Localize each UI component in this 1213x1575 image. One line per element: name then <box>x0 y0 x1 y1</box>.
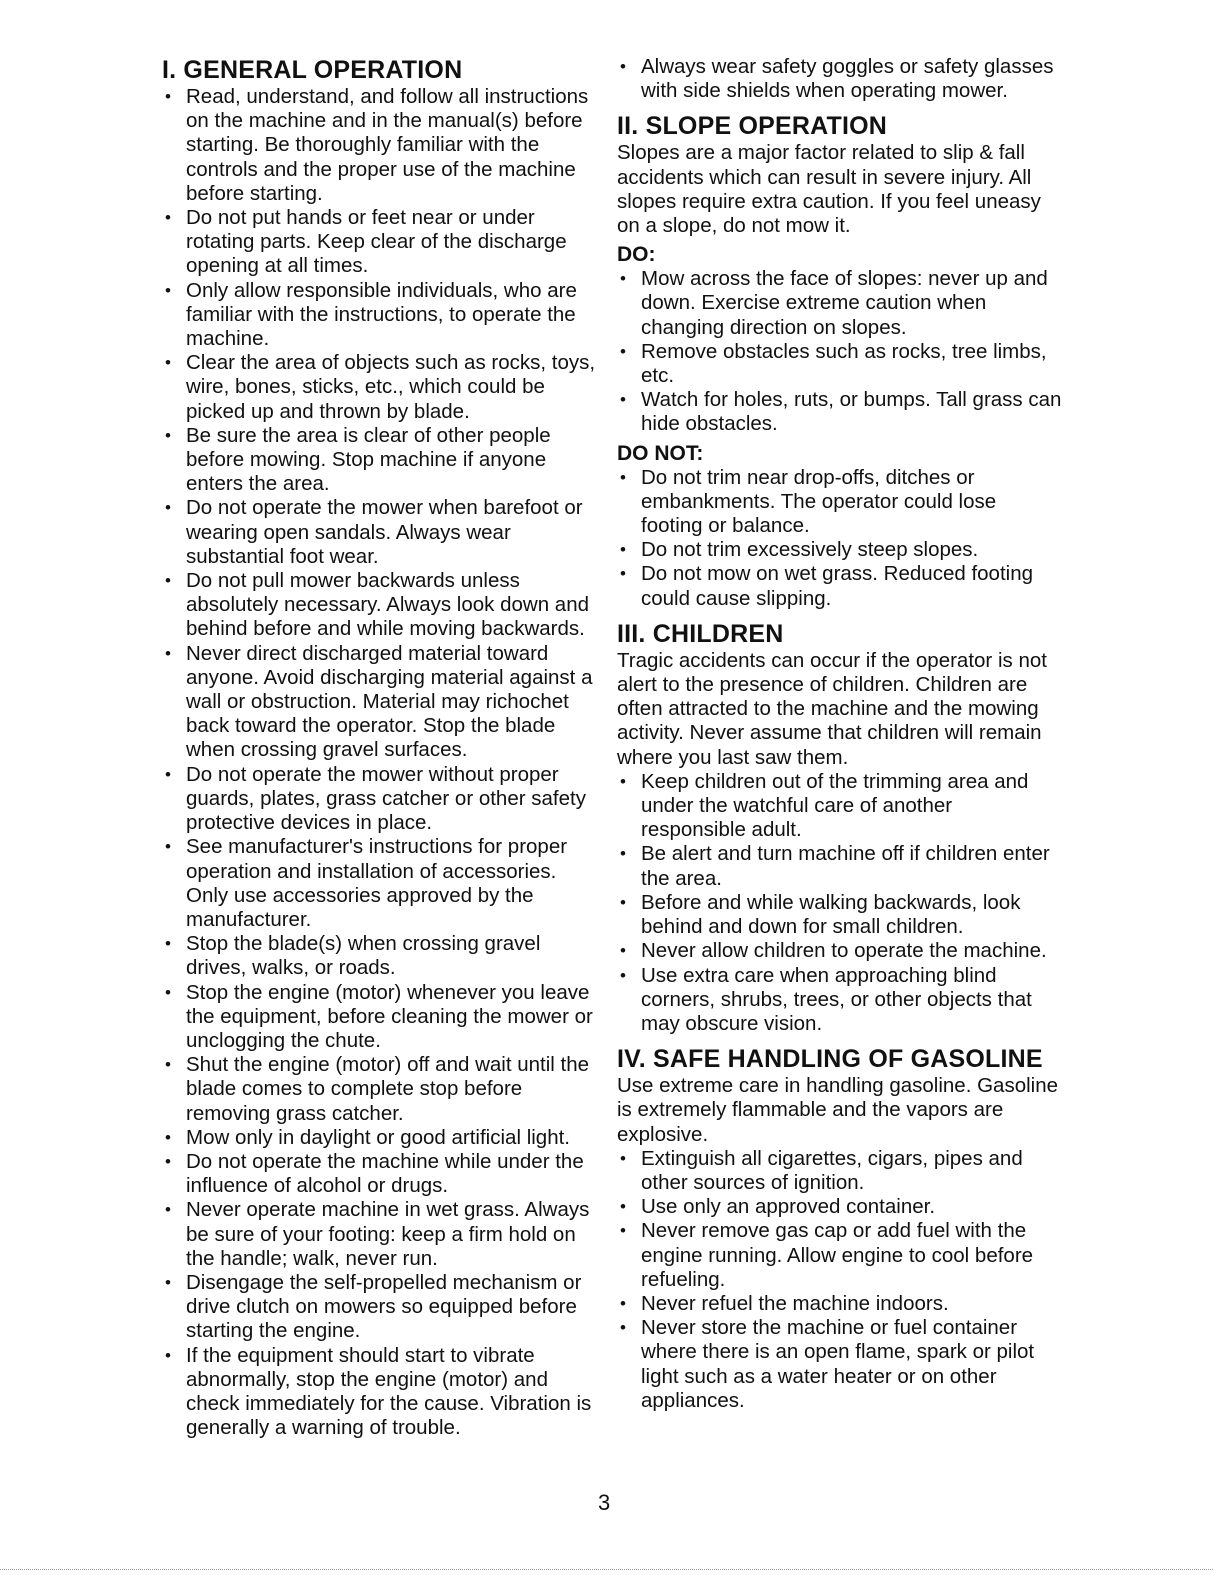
list-item: • Be sure the area is clear of other people before mowing. Stop machine if anyone enters the area. <box>162 424 602 497</box>
list-item: • Always wear safety goggles or safety glasses with side shields when operating mower. <box>617 55 1062 103</box>
list-item: • Do not put hands or feet near or under rotating parts. Keep clear of the discharge opening at all times. <box>162 206 602 279</box>
list-item: • Watch for holes, ruts, or bumps. Tall grass can hide obstacles. <box>617 388 1062 436</box>
list-item: • Mow only in daylight or good artificial light. <box>162 1126 602 1150</box>
do-list <box>617 267 1062 436</box>
list-item: • Do not operate the mower without proper guards, plates, grass catcher or other safety protective devices in place. <box>162 763 602 836</box>
list-item: • If the equipment should start to vibrate abnormally, stop the engine (motor) and check immediately for the cause. Vibration is generally a warning of trouble. <box>162 1344 602 1441</box>
list-item: • Never store the machine or fuel container where there is an open flame, spark or pilot light such as a water heater or on other appliances. <box>617 1316 1062 1413</box>
list-item: • Stop the blade(s) when crossing gravel drives, walks, or roads. <box>162 932 602 980</box>
left-column <box>162 55 602 1440</box>
right-column <box>617 55 1062 1413</box>
do-not-list <box>617 466 1062 611</box>
page-number: 3 <box>598 1490 611 1515</box>
list-item: • Never remove gas cap or add fuel with the engine running. Allow engine to cool before refueling. <box>617 1219 1062 1292</box>
do-not-heading: DO NOT: <box>617 441 704 465</box>
do-heading: DO: <box>617 243 656 267</box>
slope-operation-heading: II. SLOPE OPERATION <box>617 112 888 141</box>
list-item: • Never refuel the machine indoors. <box>617 1292 1062 1316</box>
list-item: • Do not trim excessively steep slopes. <box>617 538 1062 562</box>
list-item: • Never operate machine in wet grass. Always be sure of your footing: keep a firm hold on the handle; walk, never run. <box>162 1198 602 1271</box>
list-item: • Keep children out of the trimming area and under the watchful care of another responsible adult. <box>617 770 1062 843</box>
list-item: • Clear the area of objects such as rocks, toys, wire, bones, sticks, etc., which could be picked up and thrown by blade. <box>162 351 602 424</box>
general-operation-list-continued <box>617 55 1062 103</box>
list-item: • See manufacturer's instructions for proper operation and installation of accessories. Only use accessories approved by the manufacturer. <box>162 835 602 932</box>
list-item: • Extinguish all cigarettes, cigars, pipes and other sources of ignition. <box>617 1147 1062 1195</box>
list-item: • Disengage the self-propelled mechanism or drive clutch on mowers so equipped before starting the engine. <box>162 1271 602 1344</box>
gasoline-heading: IV. SAFE HANDLING OF GASOLINE <box>617 1045 1043 1074</box>
list-item: • Never allow children to operate the machine. <box>617 939 1062 963</box>
list-item: • Only allow responsible individuals, who are familiar with the instructions, to operate the machine. <box>162 279 602 352</box>
gasoline-list <box>617 1147 1062 1413</box>
list-item: • Use extra care when approaching blind corners, shrubs, trees, or other objects that may obscure vision. <box>617 964 1062 1037</box>
list-item: • Use only an approved container. <box>617 1195 1062 1219</box>
list-item: • Do not trim near drop-offs, ditches or embankments. The operator could lose footing or balance. <box>617 466 1062 539</box>
children-heading: III. CHILDREN <box>617 619 784 648</box>
list-item: • Be alert and turn machine off if children enter the area. <box>617 842 1062 890</box>
slope-intro: Slopes are a major factor related to slip & fall accidents which can result in severe injury. All slopes require extra caution. If you feel uneasy on a slope, do not mow it. <box>617 141 1041 238</box>
children-list <box>617 770 1062 1036</box>
list-item: • Mow across the face of slopes: never up and down. Exercise extreme caution when changing direction on slopes. <box>617 267 1062 340</box>
list-item: • Do not pull mower backwards unless absolutely necessary. Always look down and behind before and while moving backwards. <box>162 569 602 642</box>
list-item: • Read, understand, and follow all instructions on the machine and in the manual(s) before starting. Be thoroughly familiar with the controls and the proper use of the machine before starting. <box>162 85 602 206</box>
list-item: • Do not operate the machine while under the influence of alcohol or drugs. <box>162 1150 602 1198</box>
general-operation-list <box>162 85 602 1440</box>
page-bottom-rule <box>0 1569 1213 1571</box>
list-item: • Remove obstacles such as rocks, tree limbs, etc. <box>617 340 1062 388</box>
gasoline-intro: Use extreme care in handling gasoline. Gasoline is extremely flammable and the vapors are explosive. <box>617 1074 1059 1146</box>
list-item: • Do not mow on wet grass. Reduced footing could cause slipping. <box>617 562 1062 610</box>
list-item: • Before and while walking backwards, look behind and down for small children. <box>617 891 1062 939</box>
children-intro: Tragic accidents can occur if the operator is not alert to the presence of children. Children are often attracted to the machine and the mowing activity. Never assume that children will remain where you last saw them. <box>617 648 1047 769</box>
general-operation-heading: I. GENERAL OPERATION <box>162 56 463 84</box>
list-item: • Do not operate the mower when barefoot or wearing open sandals. Always wear substantial foot wear. <box>162 496 602 569</box>
list-item: • Stop the engine (motor) whenever you leave the equipment, before cleaning the mower or unclogging the chute. <box>162 981 602 1054</box>
list-item: • Shut the engine (motor) off and wait until the blade comes to complete stop before removing grass catcher. <box>162 1053 602 1126</box>
list-item: • Never direct discharged material toward anyone. Avoid discharging material against a wall or obstruction. Material may richochet back toward the operator. Stop the blade when crossing gravel surfaces. <box>162 642 602 763</box>
